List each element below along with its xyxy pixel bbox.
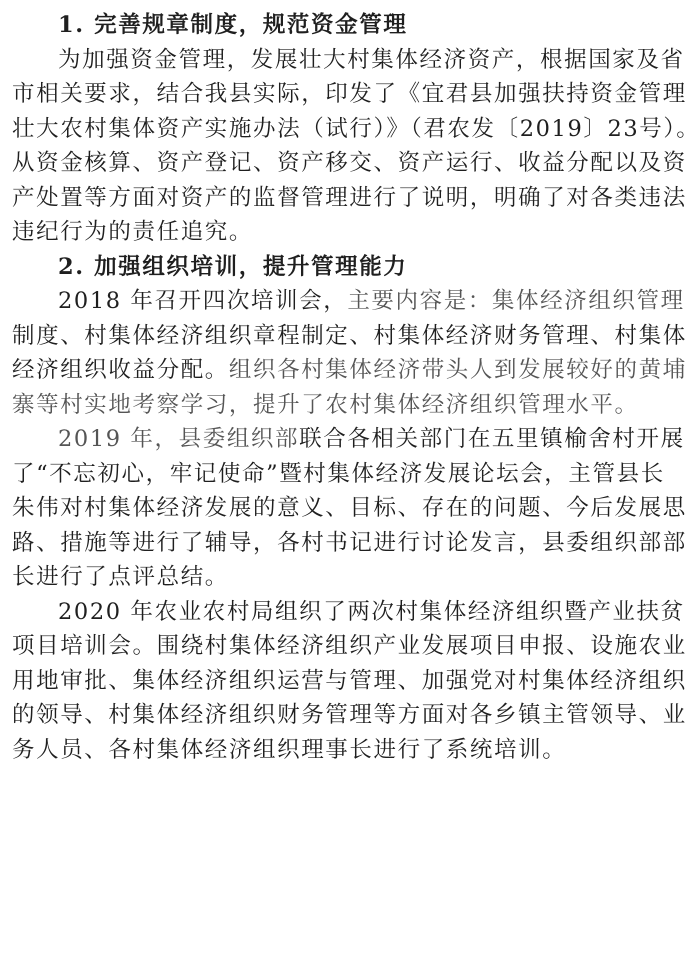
paragraph-line: 从资金核算、资产登记、资产移交、资产运行、收益分配以及资: [12, 150, 687, 176]
paragraph-line: 制度、村集体经济组织章程制定、村集体经济财务管理、村集体: [12, 322, 687, 349]
paragraph-line: 2020 年农业农村局组织了两次村集体经济组织暨产业扶贫: [58, 598, 685, 625]
paragraph-line: [12, 284, 688, 319]
text-run: 2018 年召开四次培训会，: [58, 288, 348, 314]
paragraph-line: 寨等村实地考察学习，提升了农村集体经济组织管理水平。: [12, 391, 639, 418]
paragraph-line: 为加强资金管理，发展壮大村集体经济资产，根据国家及省: [58, 46, 685, 73]
text-run: 主要内容是：集体经济组织管理: [347, 288, 685, 314]
paragraph-line: 务人员、各村集体经济组织理事长进行了系统培训。: [12, 736, 567, 763]
paragraph-line: 用地审批、集体经济组织运营与管理、加强党对村集体经济组织: [12, 667, 687, 694]
paragraph-line: 长进行了点评总结。: [12, 564, 229, 590]
section-2-heading: 2. 加强组织培训，提升管理能力: [58, 253, 408, 280]
text-run: 2019 年，县委组织部: [58, 426, 300, 452]
paragraph-line: 朱伟对村集体经济发展的意义、目标、存在的问题、今后发展思: [12, 495, 687, 521]
text-run: 经济组织收益分配。: [12, 357, 229, 383]
text-run: 组织各村集体经济带头人到发展较好的黄埔: [228, 357, 687, 383]
paragraph-line: 产处置等方面对资产的监督管理进行了说明，明确了对各类违法: [12, 184, 687, 211]
paragraph-line: 壮大农村集体资产实施办法（试行）》（君农发〔2019〕23号）。: [12, 115, 700, 142]
paragraph-line: [12, 353, 688, 388]
paragraph-line: 路、措施等进行了辅导，各村书记进行讨论发言，县委组织部部: [12, 529, 687, 556]
paragraph-line: 了“不忘初心，牢记使命”暨村集体经济发展论坛会，主管县长: [12, 460, 665, 487]
paragraph-line: [12, 422, 688, 457]
paragraph-line: 项目培训会。围绕村集体经济组织产业发展项目申报、设施农业: [12, 633, 687, 659]
paragraph-line: 市相关要求，结合我县实际，印发了《宜君县加强扶持资金管理: [12, 81, 687, 107]
paragraph-line: 的领导、村集体经济组织财务管理等方面对各乡镇主管领导、业: [12, 702, 687, 728]
text-run: 联合各相关部门在五里镇榆舍村开展: [299, 426, 685, 452]
paragraph-line: 违纪行为的责任追究。: [12, 219, 254, 245]
section-1-heading: 1. 完善规章制度，规范资金管理: [58, 12, 408, 38]
